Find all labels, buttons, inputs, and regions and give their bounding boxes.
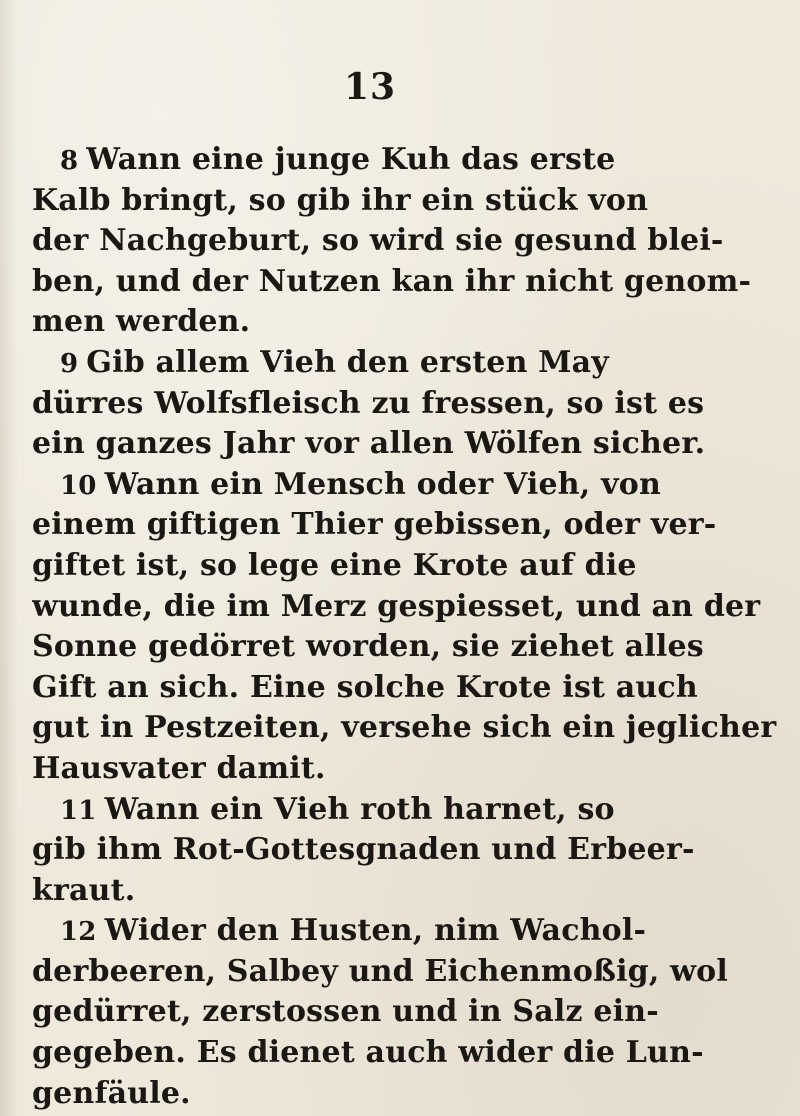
line-text: Wann ein Vieh roth harnet, so (104, 791, 615, 827)
entry-10 (32, 465, 780, 790)
text-line (32, 140, 780, 181)
text-line: giftet ist, so lege eine Krote auf die (32, 547, 637, 583)
entry-number: 10 (60, 470, 97, 501)
text-line: gegeben. Es dienet auch wider die Lun- (32, 1035, 704, 1071)
entry-8 (32, 140, 780, 343)
line-text: Wann ein Mensch oder Vieh, von (104, 466, 661, 502)
text-line: gut in Pestzeiten, versehe sich ein jeglicher (32, 710, 777, 746)
text-line (32, 343, 780, 384)
text-line: gib ihm Rot-Gottesgnaden und Erbeer- (32, 832, 695, 868)
text-line: ein ganzes Jahr vor allen Wölfen sicher. (32, 426, 706, 462)
text-line (32, 465, 780, 506)
text-line: dürres Wolfsfleisch zu fressen, so ist es (32, 385, 705, 421)
entry-number: 11 (60, 795, 97, 826)
text-line: wunde, die im Merz gespiesset, und an der (32, 588, 761, 624)
entry-12 (32, 911, 780, 1114)
text-line: kraut. (32, 872, 136, 908)
line-text: Wann eine junge Kuh das erste (86, 142, 616, 177)
text-line: Gift an sich. Eine solche Krote ist auch (32, 669, 698, 705)
text-line: men werden. (32, 304, 251, 340)
text-body (32, 140, 780, 1114)
entry-number: 12 (60, 917, 97, 948)
text-line: genfäule. (32, 1075, 191, 1111)
text-line: ben, und der Nutzen kan ihr nicht genom- (32, 263, 752, 299)
text-line: gedürret, zerstossen und in Salz ein- (32, 994, 659, 1030)
line-text: Gib allem Vieh den ersten May (86, 344, 609, 380)
text-line: einem giftigen Thier gebissen, oder ver- (32, 507, 717, 543)
text-line: der Nachgeburt, so wird sie gesund blei- (32, 223, 724, 259)
entry-9 (32, 343, 780, 465)
entry-number: 8 (60, 146, 79, 176)
line-text: Wider den Husten, nim Wachol- (104, 913, 647, 949)
entry-11 (32, 790, 780, 912)
text-line: Sonne gedörret worden, sie ziehet alles (32, 629, 704, 665)
text-line (32, 911, 780, 952)
text-line: Kalb bringt, so gib ihr ein stück von (32, 182, 649, 218)
page-number: 13 (343, 66, 397, 108)
text-line: Hausvater damit. (32, 750, 326, 786)
text-line: derbeeren, Salbey und Eichenmoßig, wol (32, 953, 728, 989)
entry-number: 9 (60, 348, 79, 379)
text-line (32, 790, 780, 831)
